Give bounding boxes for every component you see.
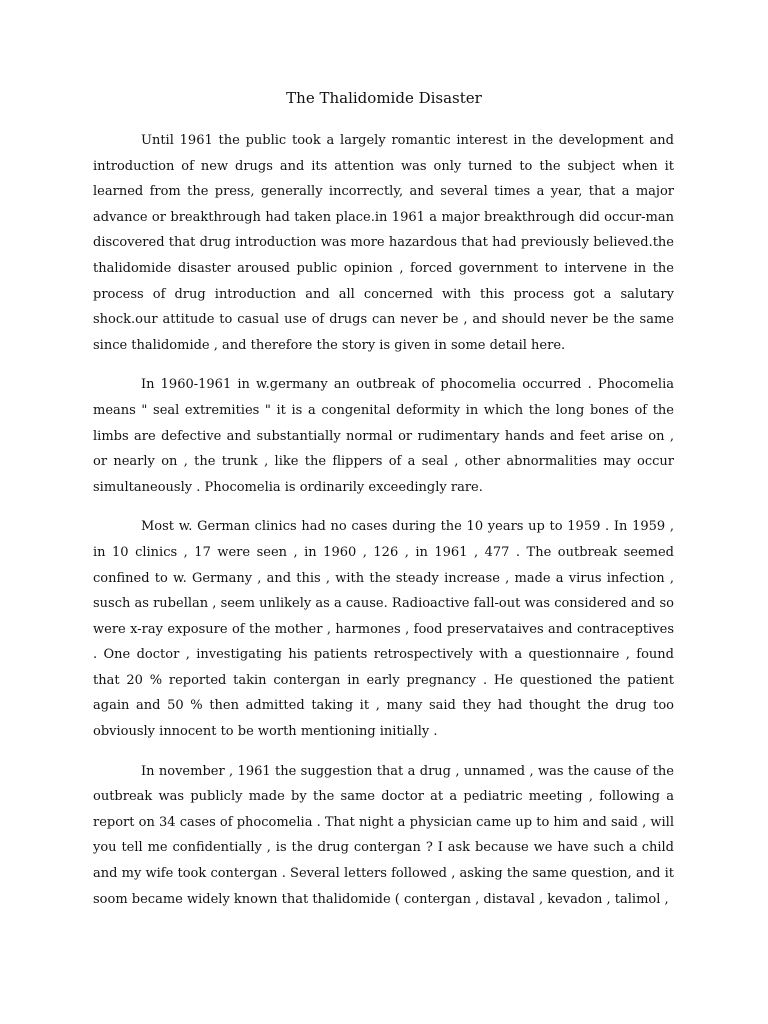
paragraph-2: In 1960-1961 in w.germany an outbreak of phocomelia occurred . Phocomelia means " seal extremities " it is a congenital deformity in which the long bones of the limbs are defective and substantially normal or rudimentary hands and feet arise on , or nearly on , the trunk , like the flippers of a seal , other abnormalities may occur simultaneously . Phocomelia is ordinarily exceedingly rare. <box>93 377 674 495</box>
paragraph-1: Until 1961 the public took a largely romantic interest in the development and introduction of new drugs and its attention was only turned to the subject when it learned from the press, generally incorrectly, and several times a year, that a major advance or breakthrough had taken place.in 1961 a major breakthrough did occur-man discovered that drug introduction was more hazardous that had previously believed.the thalidomide disaster aroused public opinion , forced government to intervene in the process of drug introduction and all concerned with this process got a salutary shock.our attitude to casual use of drugs can never be , and should never be the same since thalidomide , and therefore the story is given in some detail here. <box>93 133 674 353</box>
paragraph-4: In november , 1961 the suggestion that a drug , unnamed , was the cause of the outbreak was publicly made by the same doctor at a pediatric meeting , following a report on 34 cases of phocomelia . That night a physician came up to him and said , will you tell me confidentially , is the drug contergan ? I ask because we have such a child and my wife took contergan . Several letters followed , asking the same question, and it soom became widely known that thalidomide ( contergan , distaval , kevadon , talimol , <box>93 763 674 907</box>
paragraph-3: Most w. German clinics had no cases during the 10 years up to 1959 . In 1959 , in 10 clinics , 17 were seen , in 1960 , 126 , in 1961 , 477 . The outbreak seemed confined to w. Germany , and this , with the steady increase , made a virus infection , susch as rubellan , seem unlikely as a cause. Radioactive fall-out was considered and so were x-ray exposure of the mother , harmones , food preservataives and contraceptives . One doctor , investigating his patients retrospectively with a questionnaire , found that 20 % reported takin contergan in early pregnancy . He questioned the patient again and 50 % then admitted taking it , many said they had thought the drug too obviously innocent to be worth mentioning initially . <box>93 519 674 740</box>
document-body <box>93 128 674 926</box>
document-title: The Thalidomide Disaster <box>286 89 482 107</box>
